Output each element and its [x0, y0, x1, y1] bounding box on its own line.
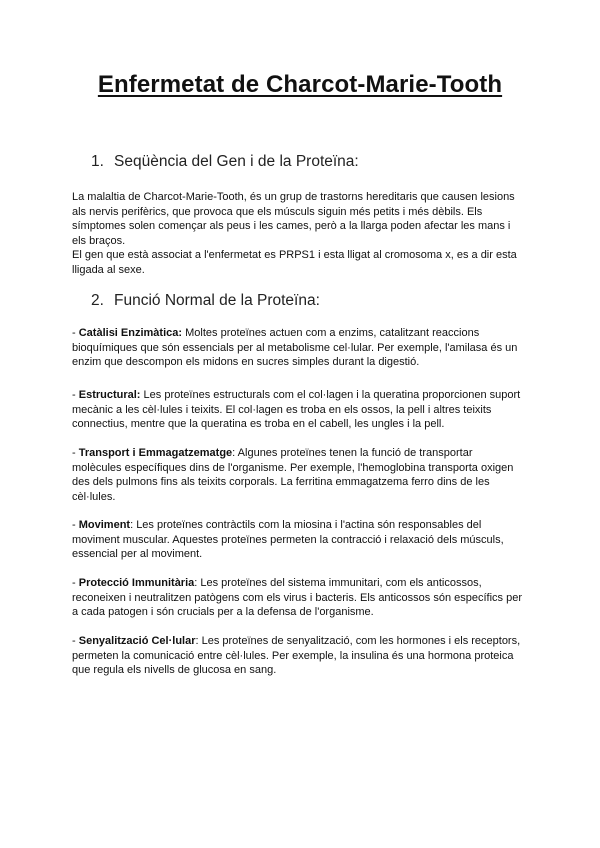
item-term: Moviment [78, 519, 131, 531]
item-prefix: - [72, 519, 79, 531]
item-line: permeten la comunicació entre cèl·lules. Per exemple, la insulina és una hormona proteica [72, 649, 514, 662]
function-item-cell-signaling [72, 634, 534, 678]
item-prefix: - [72, 389, 79, 401]
item-line: mecànic a les cèl·lules i teixits. El col·lagen es troba en els ossos, la pell i altres teixits [72, 403, 492, 416]
item-term: Senyalització Cel·lular [78, 635, 196, 647]
item-line: des dels pulmons fins als teixits corporals. La ferritina emmagatzema ferro dins de les [72, 476, 490, 488]
item-line: bioquímiques que són essencials per al metabolisme cel·lular. Per exemple, l'amilasa és un [72, 341, 518, 354]
section-2-heading-text: Funció Normal de la Proteïna: [114, 292, 320, 309]
item-line: reconeixen i neutralitzen patògens com els virus i bacteris. Els anticossos són específics per [72, 591, 522, 604]
item-line: cèl·lules. [72, 490, 116, 503]
item-prefix: - [72, 577, 79, 589]
item-line: a cada patogen i són crucials per a la defensa de l'organisme. [72, 606, 374, 618]
item-text: Les proteïnes estructurals com el col·lagen i la queratina proporcionen suport [140, 389, 521, 401]
paragraph-line: La malaltia de Charcot-Marie-Tooth, és un grup de trastorns hereditaris que causen lesions [72, 191, 515, 203]
section-1-number: 1. [91, 153, 104, 170]
item-prefix: - [72, 327, 79, 339]
item-text: : Les proteïnes de senyalització, com les hormones i els receptors, [195, 635, 521, 647]
section-2-number: 2. [91, 292, 104, 309]
item-text: : Algunes proteïnes tenen la funció de transportar [232, 447, 473, 459]
paragraph-line: els braços. [72, 234, 126, 247]
item-line: moviment muscular. Aquestes proteïnes permeten la contracció i relaxació dels músculs, [72, 533, 504, 546]
section-2-heading [91, 292, 320, 310]
function-item-movement [72, 518, 534, 562]
item-term: Estructural: [78, 389, 141, 401]
function-item-catalysis [72, 326, 534, 370]
item-prefix: - [72, 447, 79, 459]
section-1-heading-text: Seqüència del Gen i de la Proteïna: [114, 153, 359, 170]
item-term: Transport i Emmagatzematge [78, 447, 233, 459]
item-line: enzim que descompon els midons en sucres simples durant la digestió. [72, 356, 420, 368]
function-item-immune-protection [72, 576, 534, 620]
document-title: Enfermetat de Charcot-Marie-Tooth [97, 71, 503, 98]
item-line: essencial per al moviment. [72, 548, 203, 560]
paragraph-line: El gen que està associat a l'enfermetat es PRPS1 i esta lligat al cromosoma x, es a dir esta [72, 249, 517, 261]
section-1-paragraph [72, 190, 534, 277]
paragraph-line: símptomes solen començar als peus i les cames, però a la llarga poden afectar les mans i [72, 220, 511, 232]
item-line: molècules específiques dins de l'organisme. Per exemple, l'hemoglobina transporta oxigen [72, 461, 514, 474]
item-term: Protecció Immunitària [78, 577, 195, 589]
paragraph-line: als nervis perifèrics, que provoca que els músculs siguin més petits i més dèbils. Els [72, 205, 483, 218]
function-item-transport [72, 446, 534, 504]
item-text: Moltes proteïnes actuen com a enzims, catalitzant reaccions [182, 327, 480, 339]
item-term: Catàlisi Enzimàtica: [78, 327, 183, 339]
paragraph-line: lligada al sexe. [72, 263, 145, 276]
item-text: : Les proteïnes del sistema immunitari, com els anticossos, [194, 577, 482, 589]
item-text: : Les proteïnes contràctils com la miosina i l'actina són responsables del [130, 519, 482, 531]
item-prefix: - [72, 635, 79, 647]
function-item-structural [72, 388, 534, 432]
section-1-heading [91, 153, 359, 171]
item-line: que regula els nivells de glucosa en sang. [72, 664, 277, 676]
item-line: connectius, mentre que la queratina es troba en el cabell, les ungles i la pell. [72, 418, 445, 430]
